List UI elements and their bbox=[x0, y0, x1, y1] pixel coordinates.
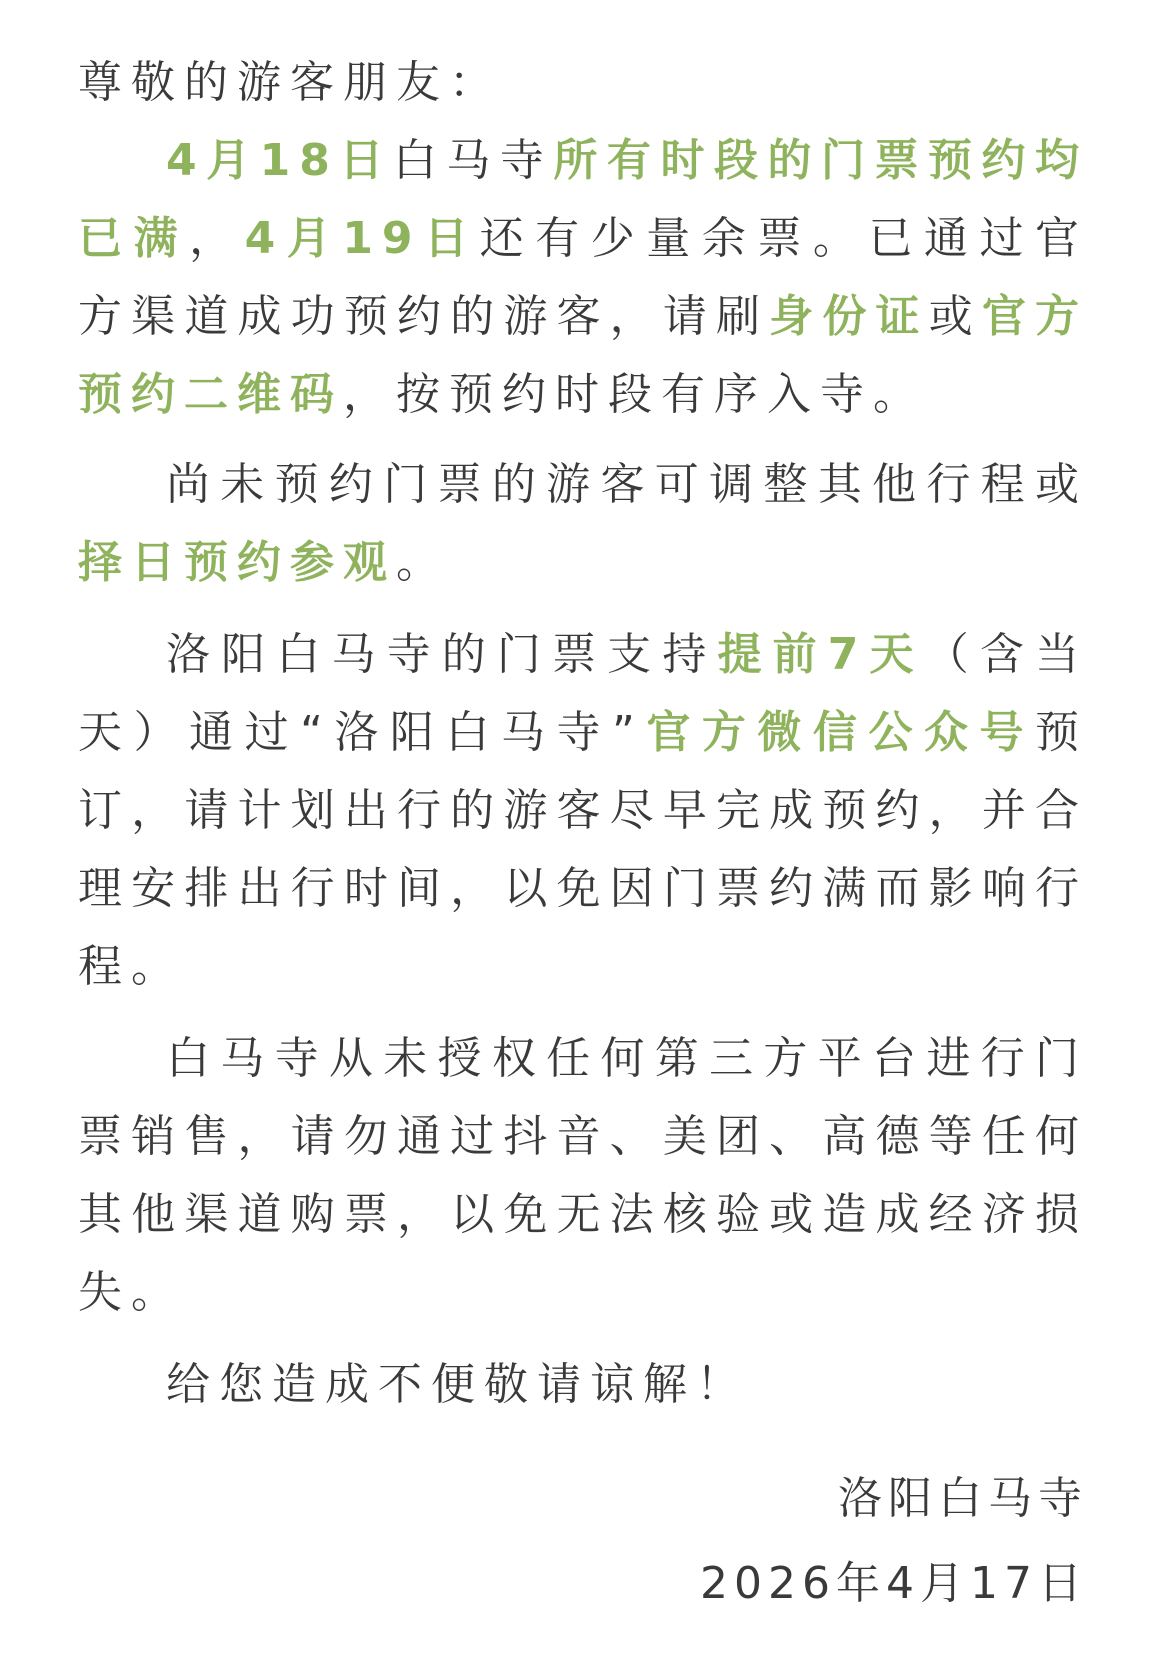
text-segment: 尚未预约门票的游客可调整其他行程或 bbox=[166, 459, 1088, 510]
signature: 洛阳白马寺 bbox=[838, 1473, 1088, 1524]
greeting: 尊敬的游客朋友： bbox=[78, 57, 502, 108]
highlight-fully-booked: 所有时段的门票预约均已满 bbox=[78, 135, 1089, 264]
paragraph-apology: 给您造成不便敬请谅解！ bbox=[166, 1359, 749, 1410]
paragraph-reschedule bbox=[78, 446, 1088, 602]
paragraph-booking-channel bbox=[78, 616, 1088, 1006]
text-segment: 洛阳白马寺的门票支持 bbox=[166, 629, 718, 680]
text-segment: 预订，请计划出行的游客尽早完成预约，并合理安排出行时间，以免因门票约满而影响行程。 bbox=[78, 707, 1089, 992]
notice-body bbox=[78, 44, 1088, 1424]
text-segment: 还有少量余票。已通过官方渠道成功预约的游客，请刷 bbox=[78, 213, 1089, 342]
highlight-qr-code: 官方预约二维码 bbox=[78, 291, 1089, 420]
date: 2026年4月17日 bbox=[700, 1558, 1088, 1609]
highlight-id-card: 身份证 bbox=[769, 291, 929, 342]
highlight-date-18: 4月18日 bbox=[166, 135, 393, 186]
text-segment: （含当天）通过“洛阳白马寺” bbox=[78, 629, 1088, 758]
paragraph-third-party-warning: 白马寺从未授权任何第三方平台进行门票销售，请勿通过抖音、美团、高德等任何其他渠道购票，以免无法核验或造成经济损失。 bbox=[78, 1033, 1088, 1318]
highlight-7-days: 提前7天 bbox=[717, 629, 925, 680]
text-segment: 或 bbox=[928, 291, 982, 342]
highlight-date-19: 4月19日 bbox=[244, 213, 480, 264]
text-segment: ， bbox=[189, 213, 245, 264]
text-segment: 白马寺 bbox=[392, 135, 554, 186]
paragraph-ticket-status bbox=[78, 122, 1088, 434]
highlight-choose-date: 择日预约参观 bbox=[78, 537, 396, 588]
text-segment: ，按预约时段有序入寺。 bbox=[343, 369, 926, 420]
text-segment: 。 bbox=[396, 537, 449, 588]
highlight-wechat-account: 官方微信公众号 bbox=[643, 707, 1036, 758]
